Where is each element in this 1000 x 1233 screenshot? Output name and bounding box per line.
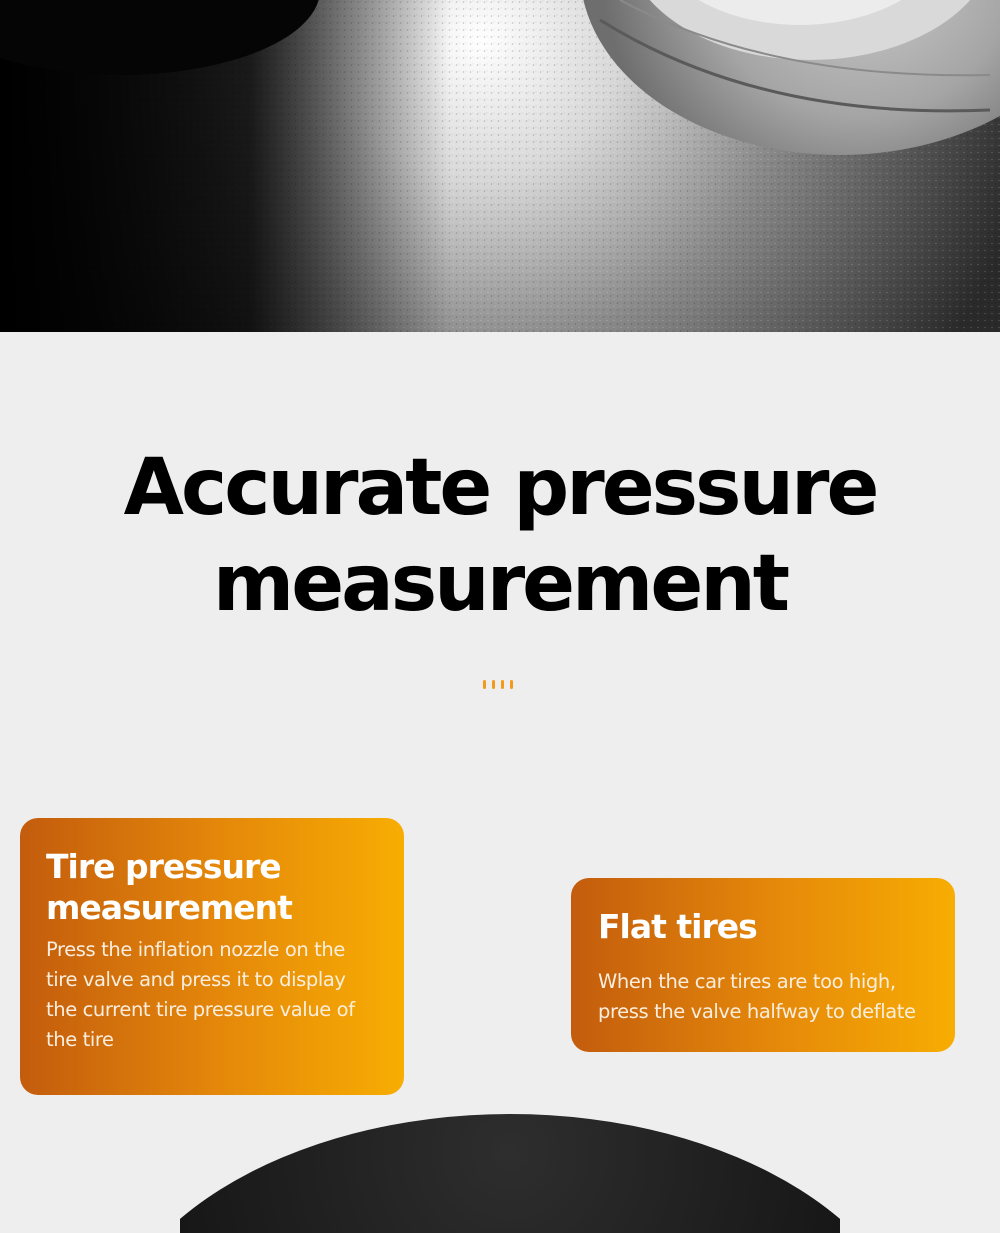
card-text-line: the tire [46,1028,114,1051]
device-image [180,1112,840,1233]
card-text-line: tire valve and press it to display [46,968,346,991]
card-title-line: Tire pressure [46,847,281,886]
dot [492,680,495,689]
page-title-line-1: Accurate pressure [123,443,877,533]
card-title-line: Flat tires [598,907,757,946]
card-text-line: the current tire pressure value of [46,998,355,1021]
dot [510,680,513,689]
card-text-line: press the valve halfway to deflate [598,1000,916,1023]
card-title [598,906,941,947]
card-text-line: When the car tires are too high, [598,970,896,993]
card-text-line: Press the inflation nozzle on the [46,938,345,961]
decorative-dots [483,680,517,690]
card-title [46,846,384,928]
dot [501,680,504,689]
card-description [598,967,941,1027]
dot [483,680,486,689]
feature-card-tire-pressure [20,818,404,1095]
tire-illustration [0,0,1000,332]
device-top-shape [180,1112,840,1233]
feature-card-flat-tires [571,878,955,1052]
hero-tire-image [0,0,1000,332]
page-title-line-2: measurement [212,539,788,629]
page-title [0,440,1000,632]
card-title-line: measurement [46,888,292,927]
card-description [46,935,384,1055]
